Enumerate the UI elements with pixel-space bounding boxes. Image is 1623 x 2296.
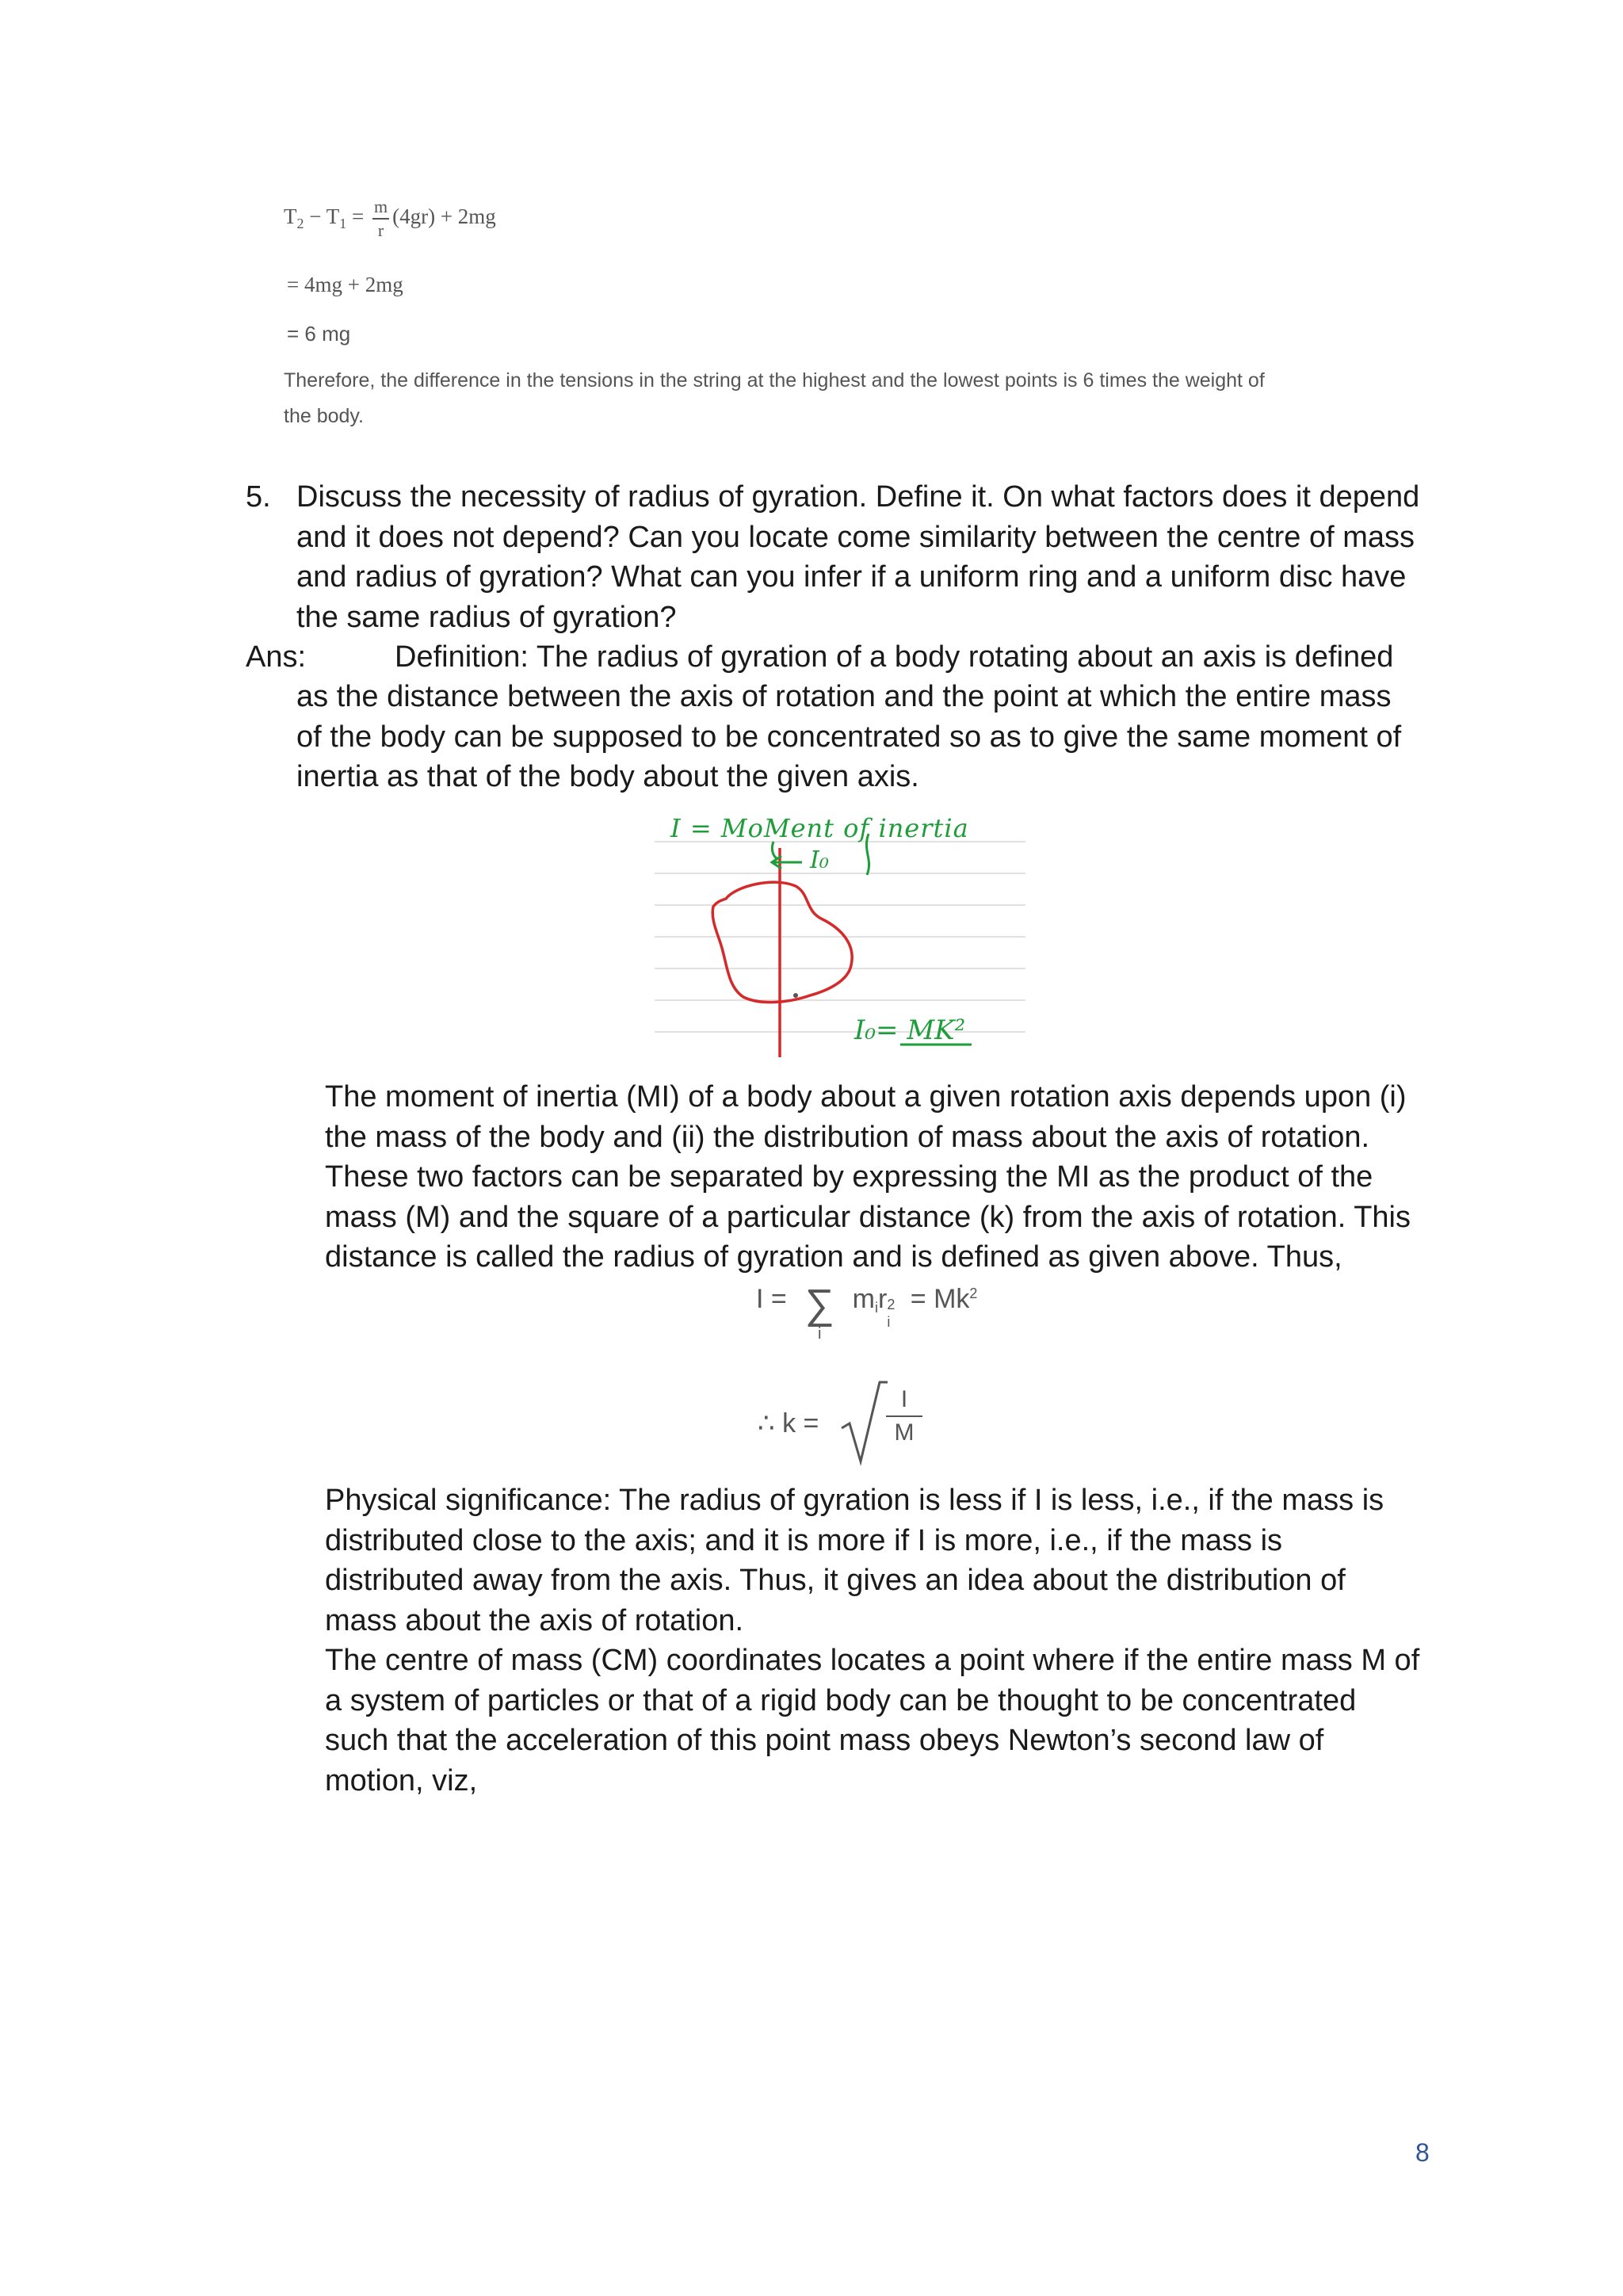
definition-line: of the body can be supposed to be concentrated so as to give the same moment of: [296, 720, 1402, 754]
fraction-m-over-r: $\frac{m}{r}$: [373, 197, 388, 240]
page-number: 8: [1415, 2138, 1430, 2167]
therefore-k: ∴ k =: [758, 1408, 819, 1438]
significance-line: distributed close to the axis; and it is more if I is more, i.e., if the mass is: [325, 1523, 1283, 1557]
sketch-title: I = MoMent of inertia: [670, 813, 969, 843]
sketch-svg: [655, 810, 1025, 1062]
sqrt-fraction: I M: [886, 1384, 922, 1449]
definition-line: inertia as that of the body about the given axis.: [296, 760, 919, 793]
explanation-line: These two factors can be separated by expressing the MI as the product of the: [325, 1160, 1373, 1194]
summation-block: [794, 1284, 845, 1343]
explanation-paragraph: [325, 1077, 1450, 1278]
body-outline: [712, 882, 852, 1002]
answer-label: Ans:: [246, 640, 307, 674]
significance-paragraph: [325, 1480, 1466, 1801]
mass-point-dot: [793, 993, 798, 998]
question-line: the same radius of gyration?: [296, 600, 677, 634]
significance-line: Physical significance: The radius of gyration is less if I is less, i.e., if the mass is: [325, 1484, 1384, 1517]
summation-symbol: ∑: [804, 1282, 834, 1328]
tension-conclusion: [284, 363, 1409, 434]
tension-equation-line-3: = 6 mg: [287, 322, 351, 346]
explanation-line: mass (M) and the square of a particular distance (k) from the axis of rotation. This: [325, 1200, 1411, 1234]
question-line: Discuss the necessity of radius of gyration. Define it. On what factors does it depend: [296, 480, 1420, 514]
explanation-line: The moment of inertia (MI) of a body about a given rotation axis depends upon (i): [325, 1080, 1407, 1114]
significance-line: motion, viz,: [325, 1763, 478, 1797]
ruled-lines: [655, 842, 1025, 1032]
tension-conclusion-line-2: the body.: [284, 405, 365, 427]
question-text: [296, 477, 1445, 637]
question-line: and it does not depend? Can you locate come similarity between the centre of mass: [296, 520, 1415, 554]
formula-I-lhs: I =: [756, 1284, 787, 1314]
significance-line: a system of particles or that of a rigid body can be thought to be concentrated: [325, 1683, 1357, 1717]
significance-line: distributed away from the axis. Thus, it gives an idea about the distribution of: [325, 1564, 1346, 1597]
formula-I-rhs: = Mk: [910, 1284, 970, 1314]
explanation-line: the mass of the body and (ii) the distribution of mass about the axis of rotation.: [325, 1120, 1370, 1154]
tension-conclusion-line-1: Therefore, the difference in the tensions in the string at the highest and the lowest points is 6 times the weight of: [284, 369, 1265, 392]
moment-of-inertia-sketch: [655, 810, 1025, 1062]
sqrt-icon: [840, 1379, 888, 1466]
definition-first-line: Definition: The radius of gyration of a body rotating about an axis is defined: [395, 640, 1394, 674]
axis-label: I₀: [810, 846, 829, 874]
question-number: 5.: [246, 480, 271, 514]
tension-equation-line-2: = 4mg + 2mg: [287, 273, 403, 296]
question-line: and radius of gyration? What can you infer if a uniform ring and a uniform disc have: [296, 560, 1407, 594]
summation-index: i: [817, 1325, 822, 1343]
definition-line: as the distance between the axis of rotation and the point at which the entire mass: [296, 680, 1392, 713]
inertia-sum-formula: I = ∑ i $m_ir$ 2 i = $Mk^2$: [756, 1282, 978, 1343]
significance-line: such that the acceleration of this point mass obeys Newton’s second law of: [325, 1724, 1324, 1757]
significance-line: The centre of mass (CM) coordinates locates a point where if the entire mass M of: [325, 1644, 1420, 1677]
sketch-formula: I₀= MK²: [854, 1014, 966, 1046]
significance-line: mass about the axis of rotation.: [325, 1603, 744, 1637]
explanation-line: distance is called the radius of gyration and is defined as given above. Thus,: [325, 1240, 1342, 1274]
tension-equation-line-1: $T_2 - T_1$ = $\frac{m}{r}$ (4gr) + 2mg: [284, 197, 496, 240]
definition-text: [296, 677, 1445, 797]
